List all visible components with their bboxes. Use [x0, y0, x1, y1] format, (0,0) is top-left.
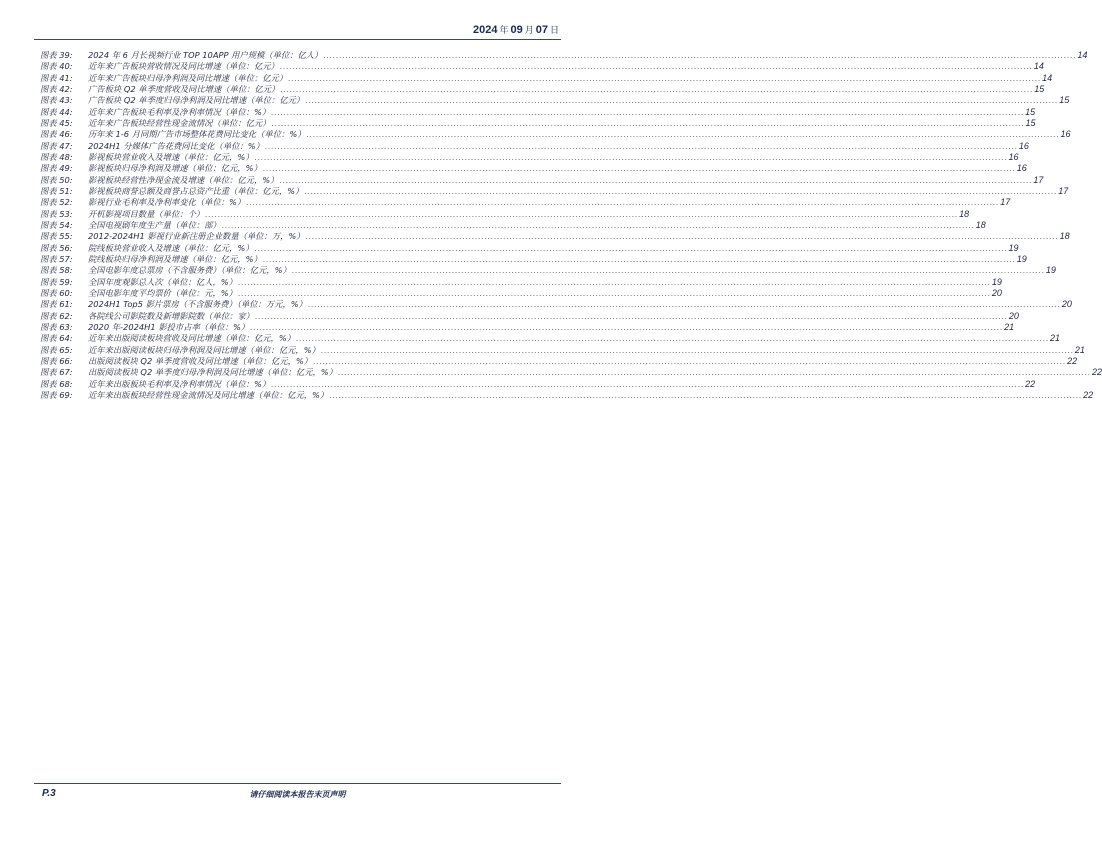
- toc-dot-leader: [265, 141, 1018, 152]
- toc-entry-page: 17: [1033, 174, 1044, 185]
- toc-entry-title: 出版阅读板块 Q2 单季度营收及同比增速（单位：亿元，%）: [88, 355, 313, 366]
- toc-entry-label: 图表 64:: [40, 333, 73, 344]
- toc-entry-title: 影视行业毛利率及净利率变化（单位：%）: [88, 197, 246, 208]
- toc-dot-leader: [329, 390, 1082, 401]
- toc-entry-title: 广告板块 Q2 单季度归母净利润及同比增速（单位：亿元）: [88, 95, 305, 106]
- toc-dot-leader: [271, 379, 1024, 390]
- toc-entry[interactable]: [40, 106, 1036, 118]
- toc-entry-page: 20: [1008, 310, 1019, 321]
- toc-entry[interactable]: [40, 389, 1094, 401]
- toc-entry[interactable]: [40, 151, 1019, 163]
- toc-entry-title: 近年来广告板块归母净利润及同比增速（单位：亿元）: [88, 72, 288, 83]
- toc-dot-leader: [255, 311, 1008, 322]
- toc-entry-label: 图表 54:: [40, 219, 73, 230]
- toc-entry-title: 2020 年-2024H1 影投市占率（单位：%）: [88, 321, 250, 332]
- toc-dot-leader: [304, 186, 1057, 197]
- toc-entry-label: 图表 65:: [40, 344, 73, 355]
- toc-entry-page: 18: [959, 208, 970, 219]
- header-divider: [34, 39, 561, 40]
- toc-entry[interactable]: [40, 174, 1044, 186]
- toc-entry-label: 图表 66:: [40, 355, 73, 366]
- toc-dot-leader: [288, 73, 1041, 84]
- figure-index-list: [40, 50, 1102, 401]
- toc-dot-leader: [263, 254, 1016, 265]
- date-month-unit: 月: [524, 25, 534, 35]
- toc-entry-page: 22: [1067, 355, 1078, 366]
- toc-entry-title: 院线板块营业收入及增速（单位：亿元，%）: [88, 242, 254, 253]
- toc-entry-title: 出版阅读板块 Q2 单季度归母净利润及同比增速（单位：亿元，%）: [88, 367, 337, 378]
- toc-entry-title: 影视板块商誉总额及商誉占总资产比重（单位：亿元，%）: [88, 185, 304, 196]
- toc-dot-leader: [305, 95, 1058, 106]
- toc-entry-title: 近年来出版阅读板块归母净利润及同比增速（单位：亿元，%）: [88, 344, 320, 355]
- toc-entry-label: 图表 69:: [40, 389, 73, 400]
- toc-entry[interactable]: [40, 253, 1027, 265]
- toc-dot-leader: [246, 197, 999, 208]
- toc-entry-label: 图表 39:: [40, 50, 73, 60]
- toc-entry[interactable]: [40, 265, 1056, 276]
- page-number: P.3: [42, 788, 56, 799]
- toc-entry-label: 图表 59:: [40, 276, 73, 287]
- toc-entry[interactable]: [40, 276, 1002, 288]
- toc-entry[interactable]: [40, 163, 1027, 174]
- toc-entry-label: 图表 61:: [40, 299, 73, 310]
- toc-entry[interactable]: [40, 333, 1060, 344]
- disclaimer-note: 请仔细阅读本报告末页声明: [249, 790, 346, 799]
- toc-entry-label: 图表 48:: [40, 151, 73, 162]
- date-day: 07: [535, 24, 548, 36]
- toc-entry-title: 各院线公司影院数及新增影院数（单位：家）: [88, 310, 254, 321]
- toc-entry-label: 图表 49:: [40, 163, 73, 174]
- toc-dot-leader: [279, 175, 1032, 186]
- toc-dot-leader: [222, 220, 975, 231]
- toc-entry-title: 近年来出版板块经营性现金流情况及同比增速（单位：亿元，%）: [88, 389, 329, 400]
- toc-entry[interactable]: [40, 378, 1036, 390]
- toc-entry-page: 15: [1025, 106, 1036, 117]
- toc-entry-title: 2024 年 6 月长视频行业 TOP 10APP 用户规模（单位：亿人）: [88, 50, 323, 60]
- toc-entry[interactable]: [40, 208, 970, 220]
- toc-entry-label: 图表 55:: [40, 231, 73, 242]
- toc-entry-page: 22: [1083, 389, 1094, 400]
- toc-entry[interactable]: [40, 344, 1085, 356]
- toc-entry-label: 图表 67:: [40, 367, 73, 378]
- toc-entry-title: 影视板块经营性净现金流及增速（单位：亿元，%）: [88, 174, 279, 185]
- toc-entry-label: 图表 58:: [40, 265, 73, 276]
- toc-entry-label: 图表 44:: [40, 106, 73, 117]
- toc-entry-page: 21: [1049, 333, 1060, 344]
- toc-entry-page: 19: [1045, 265, 1056, 276]
- toc-entry-page: 16: [1016, 163, 1027, 174]
- toc-entry-page: 21: [1004, 321, 1015, 332]
- toc-entry[interactable]: [40, 197, 1011, 208]
- toc-entry-page: 19: [1016, 253, 1027, 264]
- toc-entry[interactable]: [40, 61, 1044, 72]
- toc-entry-label: 图表 68:: [40, 378, 73, 389]
- toc-entry-label: 图表 40:: [40, 61, 73, 72]
- toc-entry-title: 历年来 1-6 月同期广告市场整体花费同比变化（单位：%）: [88, 129, 306, 140]
- toc-entry-title: 广告板块 Q2 单季度营收及同比增速（单位：亿元）: [88, 83, 280, 94]
- toc-dot-leader: [263, 163, 1016, 174]
- toc-entry[interactable]: [40, 72, 1053, 84]
- toc-entry[interactable]: [40, 367, 1102, 378]
- toc-entry-title: 开机影视项目数量（单位：个）: [88, 208, 205, 219]
- toc-entry-title: 影视板块营业收入及增速（单位：亿元，%）: [88, 151, 254, 162]
- toc-entry-page: 22: [1025, 378, 1036, 389]
- toc-entry-label: 图表 63:: [40, 321, 73, 332]
- toc-entry-label: 图表 50:: [40, 174, 73, 185]
- toc-dot-leader: [271, 107, 1024, 118]
- toc-dot-leader: [238, 277, 991, 288]
- toc-entry-page: 19: [991, 276, 1002, 287]
- toc-entry-title: 全国电视剧年度生产量（单位：部）: [88, 219, 221, 230]
- toc-entry-label: 图表 53:: [40, 208, 73, 219]
- toc-entry-title: 近年来广告板块毛利率及净利率情况（单位：%）: [88, 106, 271, 117]
- toc-entry-page: 20: [991, 287, 1002, 298]
- toc-entry-page: 15: [1034, 83, 1045, 94]
- toc-entry[interactable]: [40, 242, 1019, 254]
- toc-dot-leader: [313, 356, 1066, 367]
- toc-entry[interactable]: [40, 287, 1002, 299]
- toc-dot-leader: [306, 231, 1059, 242]
- toc-entry-page: 17: [1058, 185, 1069, 196]
- toc-dot-leader: [280, 84, 1033, 95]
- toc-entry-page: 14: [1033, 61, 1044, 72]
- toc-dot-leader: [255, 243, 1008, 254]
- toc-entry-title: 全国电影年度总票房（不含服务费）（单位：亿元，%）: [88, 265, 291, 276]
- toc-entry-label: 图表 60:: [40, 287, 73, 298]
- toc-entry-page: 15: [1059, 95, 1070, 106]
- toc-entry-page: 17: [1000, 197, 1011, 208]
- toc-entry-label: 图表 45:: [40, 117, 73, 128]
- toc-dot-leader: [323, 50, 1076, 61]
- toc-dot-leader: [272, 118, 1025, 129]
- toc-entry-title: 全国年度观影总人次（单位：亿人，%）: [88, 276, 237, 287]
- toc-entry-label: 图表 41:: [40, 72, 73, 83]
- toc-entry[interactable]: [40, 95, 1070, 106]
- toc-dot-leader: [321, 345, 1074, 356]
- toc-entry[interactable]: [40, 321, 1015, 333]
- toc-dot-leader: [255, 152, 1008, 163]
- toc-dot-leader: [338, 367, 1091, 378]
- toc-dot-leader: [292, 265, 1045, 276]
- toc-entry[interactable]: [40, 355, 1078, 367]
- toc-entry-page: 16: [1008, 151, 1019, 162]
- toc-entry-title: 2012-2024H1 影视行业新注册企业数量（单位：万，%）: [88, 231, 305, 242]
- toc-entry-title: 院线板块归母净利润及增速（单位：亿元，%）: [88, 253, 262, 264]
- footer-divider: [34, 783, 561, 784]
- toc-entry[interactable]: [40, 299, 1072, 310]
- toc-entry-page: 16: [1018, 140, 1029, 151]
- toc-entry-page: 20: [1061, 299, 1072, 310]
- toc-entry-page: 16: [1060, 129, 1071, 140]
- toc-entry-title: 近年来广告板块经营性现金流情况（单位：亿元）: [88, 117, 271, 128]
- toc-entry[interactable]: [40, 50, 1088, 61]
- toc-entry-title: 2024H1 分媒体广告花费同比变化（单位：%）: [88, 140, 264, 151]
- toc-entry-label: 图表 56:: [40, 242, 73, 253]
- toc-entry-title: 全国电影年度平均票价（单位：元，%）: [88, 287, 237, 298]
- toc-entry-label: 图表 46:: [40, 129, 73, 140]
- toc-dot-leader: [308, 299, 1061, 310]
- date-year: 2024: [472, 24, 498, 36]
- toc-dot-leader: [250, 322, 1003, 333]
- toc-entry-title: 2024H1 Top5 影片票房（不含服务费）（单位：万元，%）: [88, 299, 307, 310]
- date-month: 09: [510, 24, 523, 36]
- toc-dot-leader: [296, 333, 1049, 344]
- toc-entry-page: 19: [1008, 242, 1019, 253]
- toc-entry[interactable]: [40, 231, 1070, 242]
- toc-entry-label: 图表 57:: [40, 253, 73, 264]
- toc-entry-title: 近年来广告板块营收情况及同比增速（单位：亿元）: [88, 61, 279, 72]
- toc-entry[interactable]: [40, 185, 1069, 197]
- toc-entry-label: 图表 52:: [40, 197, 73, 208]
- toc-entry-title: 近年来出版阅读板块营收及同比增速（单位：亿元，%）: [88, 333, 296, 344]
- toc-entry-label: 图表 62:: [40, 310, 73, 321]
- toc-entry[interactable]: [40, 117, 1036, 129]
- toc-entry-page: 22: [1091, 367, 1102, 378]
- toc-entry-label: 图表 47:: [40, 140, 73, 151]
- toc-dot-leader: [238, 288, 991, 299]
- toc-entry-page: 18: [975, 219, 986, 230]
- toc-entry-label: 图表 51:: [40, 185, 73, 196]
- date-year-unit: 年: [499, 25, 509, 35]
- toc-dot-leader: [280, 61, 1033, 72]
- toc-entry-page: 15: [1025, 117, 1036, 128]
- toc-entry-page: 18: [1059, 231, 1070, 242]
- toc-entry-title: 影视板块归母净利润及增速（单位：亿元，%）: [88, 163, 262, 174]
- toc-entry-page: 14: [1042, 72, 1053, 83]
- toc-entry-page: 21: [1074, 344, 1085, 355]
- toc-entry[interactable]: [40, 219, 986, 231]
- date-day-unit: 日: [549, 25, 559, 35]
- toc-entry[interactable]: [40, 140, 1029, 152]
- toc-entry-page: 14: [1077, 50, 1088, 60]
- toc-entry[interactable]: [40, 129, 1071, 140]
- toc-entry-title: 近年来出版板块毛利率及净利率情况（单位：%）: [88, 378, 271, 389]
- toc-entry[interactable]: [40, 83, 1045, 95]
- toc-entry-label: 图表 42:: [40, 83, 73, 94]
- toc-dot-leader: [205, 209, 958, 220]
- toc-entry[interactable]: [40, 310, 1019, 322]
- report-date: [473, 23, 561, 36]
- toc-entry-label: 图表 43:: [40, 95, 73, 106]
- toc-dot-leader: [307, 129, 1060, 140]
